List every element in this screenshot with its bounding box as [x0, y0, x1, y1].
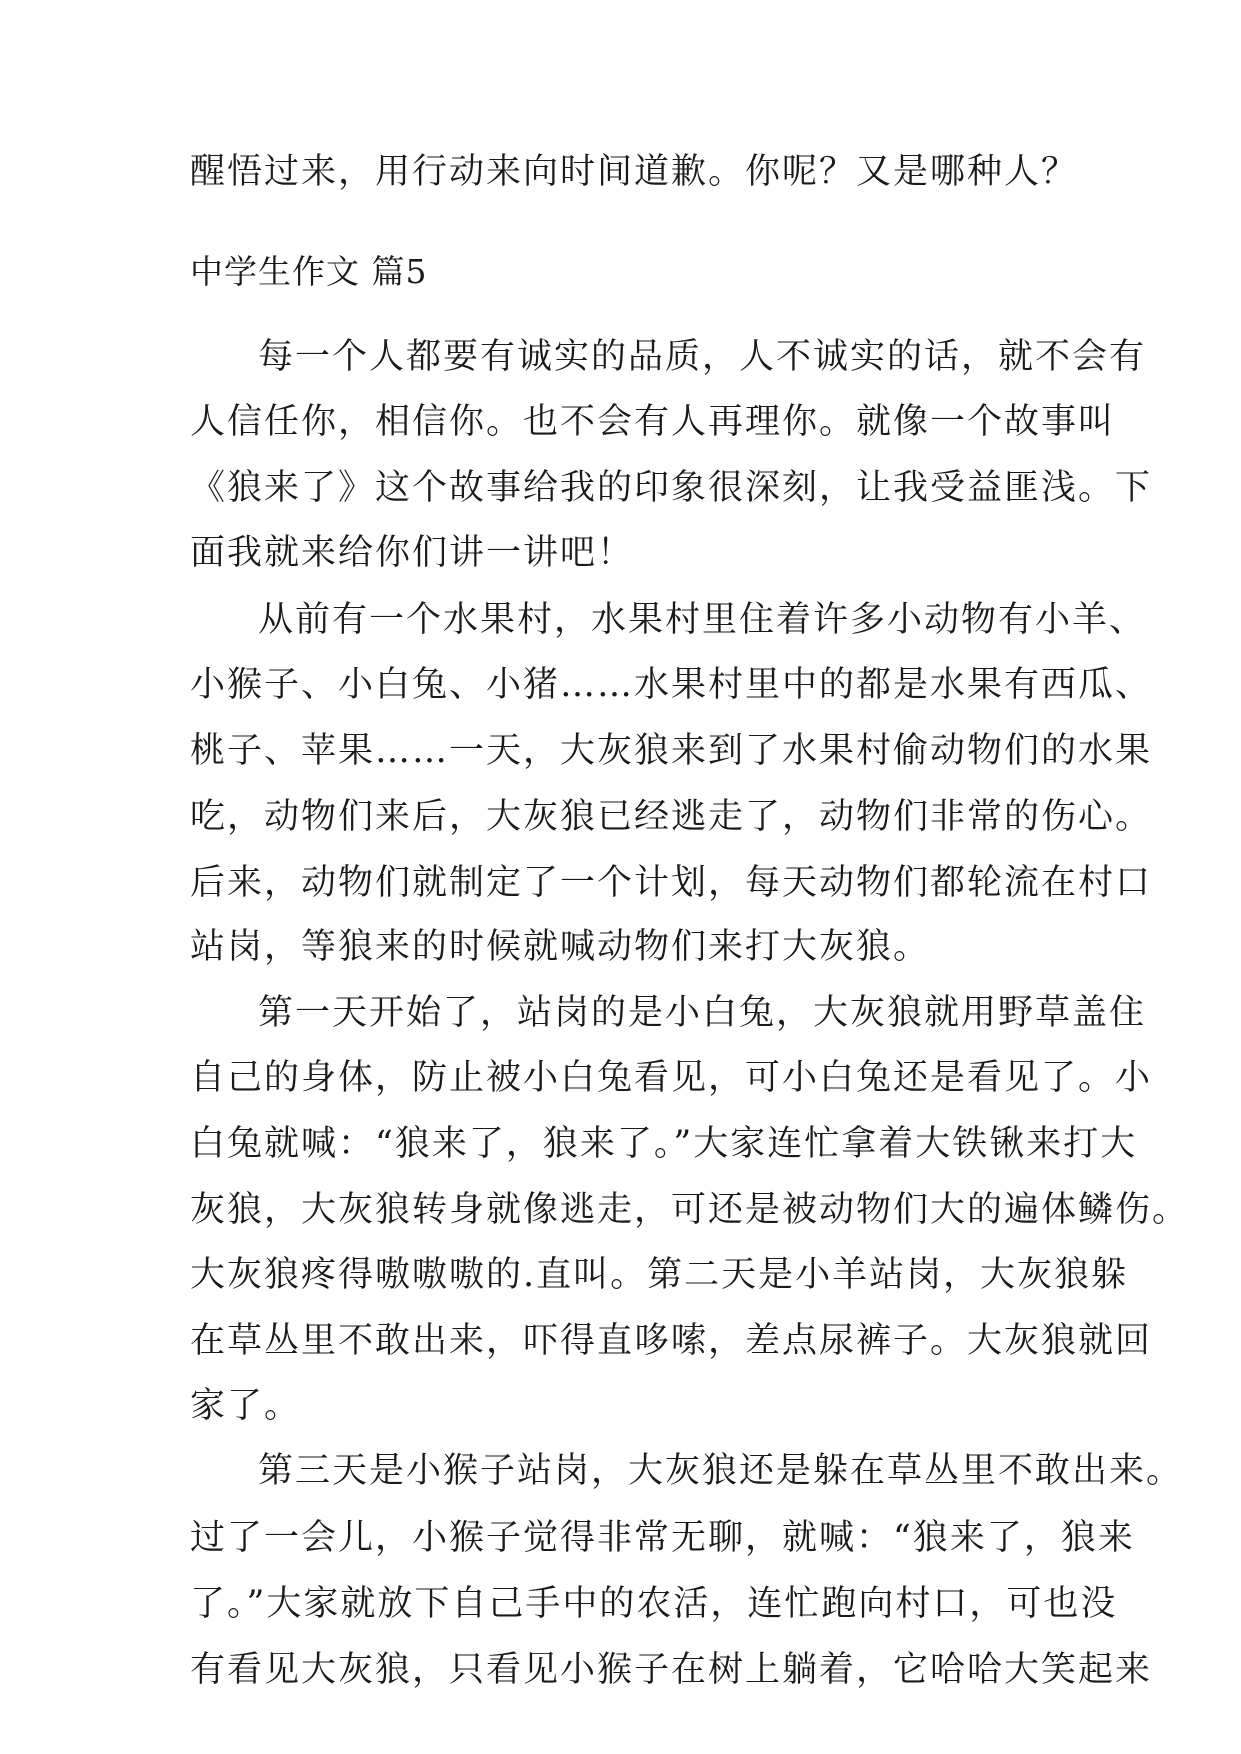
text-line: 醒悟过来，用行动来向时间道歉。你呢？又是哪种人？	[190, 152, 1079, 192]
text-line: 家了。	[190, 1386, 302, 1426]
text-line: 在草丛里不敢出来，吓得直哆嗦，差点尿裤子。大灰狼就回	[190, 1321, 1153, 1361]
text-line: 白兔就喊：“狼来了，狼来了。”大家连忙拿着大铁锹来打大	[190, 1124, 1138, 1164]
text-line: 站岗，等狼来的时候就喊动物们来打大灰狼。	[190, 927, 931, 967]
text-line: 灰狼，大灰狼转身就像逃走，可还是被动物们大的遍体鳞伤。	[190, 1190, 1190, 1230]
text-line: 有看见大灰狼，只看见小猴子在树上躺着，它哈哈大笑起来	[190, 1650, 1153, 1690]
text-line: 《狼来了》这个故事给我的印象很深刻，让我受益匪浅。下	[190, 468, 1153, 508]
text-line: 面我就来给你们讲一讲吧！	[190, 533, 635, 573]
section-heading: 中学生作文 篇5	[190, 252, 428, 291]
text-line: 桃子、苹果……一天，大灰狼来到了水果村偷动物们的水果	[190, 731, 1153, 771]
text-line: 后来，动物们就制定了一个计划，每天动物们都轮流在村口	[190, 863, 1153, 903]
text-line: 小猴子、小白兔、小猪……水果村里中的都是水果有西瓜、	[190, 665, 1153, 705]
text-line: 第三天是小猴子站岗，大灰狼还是躲在草丛里不敢出来。	[258, 1451, 1184, 1491]
text-line: 自己的身体，防止被小白兔看见，可小白兔还是看见了。小	[190, 1058, 1153, 1098]
text-line: 吃，动物们来后，大灰狼已经逃走了，动物们非常的伤心。	[190, 797, 1153, 837]
text-line: 了。”大家就放下自己手中的农活，连忙跑向村口，可也没	[190, 1584, 1118, 1624]
text-line: 第一天开始了，站岗的是小白兔，大灰狼就用野草盖住	[258, 993, 1147, 1033]
text-line: 从前有一个水果村，水果村里住着许多小动物有小羊、	[258, 600, 1147, 640]
text-line: 人信任你，相信你。也不会有人再理你。就像一个故事叫	[190, 402, 1116, 442]
text-line: 每一个人都要有诚实的品质，人不诚实的话，就不会有	[258, 337, 1147, 377]
text-line: 过了一会儿，小猴子觉得非常无聊，就喊：“狼来了，狼来	[190, 1518, 1135, 1558]
text-line: 大灰狼疼得嗷嗷嗷的.直叫。第二天是小羊站岗，大灰狼躲	[190, 1255, 1129, 1295]
